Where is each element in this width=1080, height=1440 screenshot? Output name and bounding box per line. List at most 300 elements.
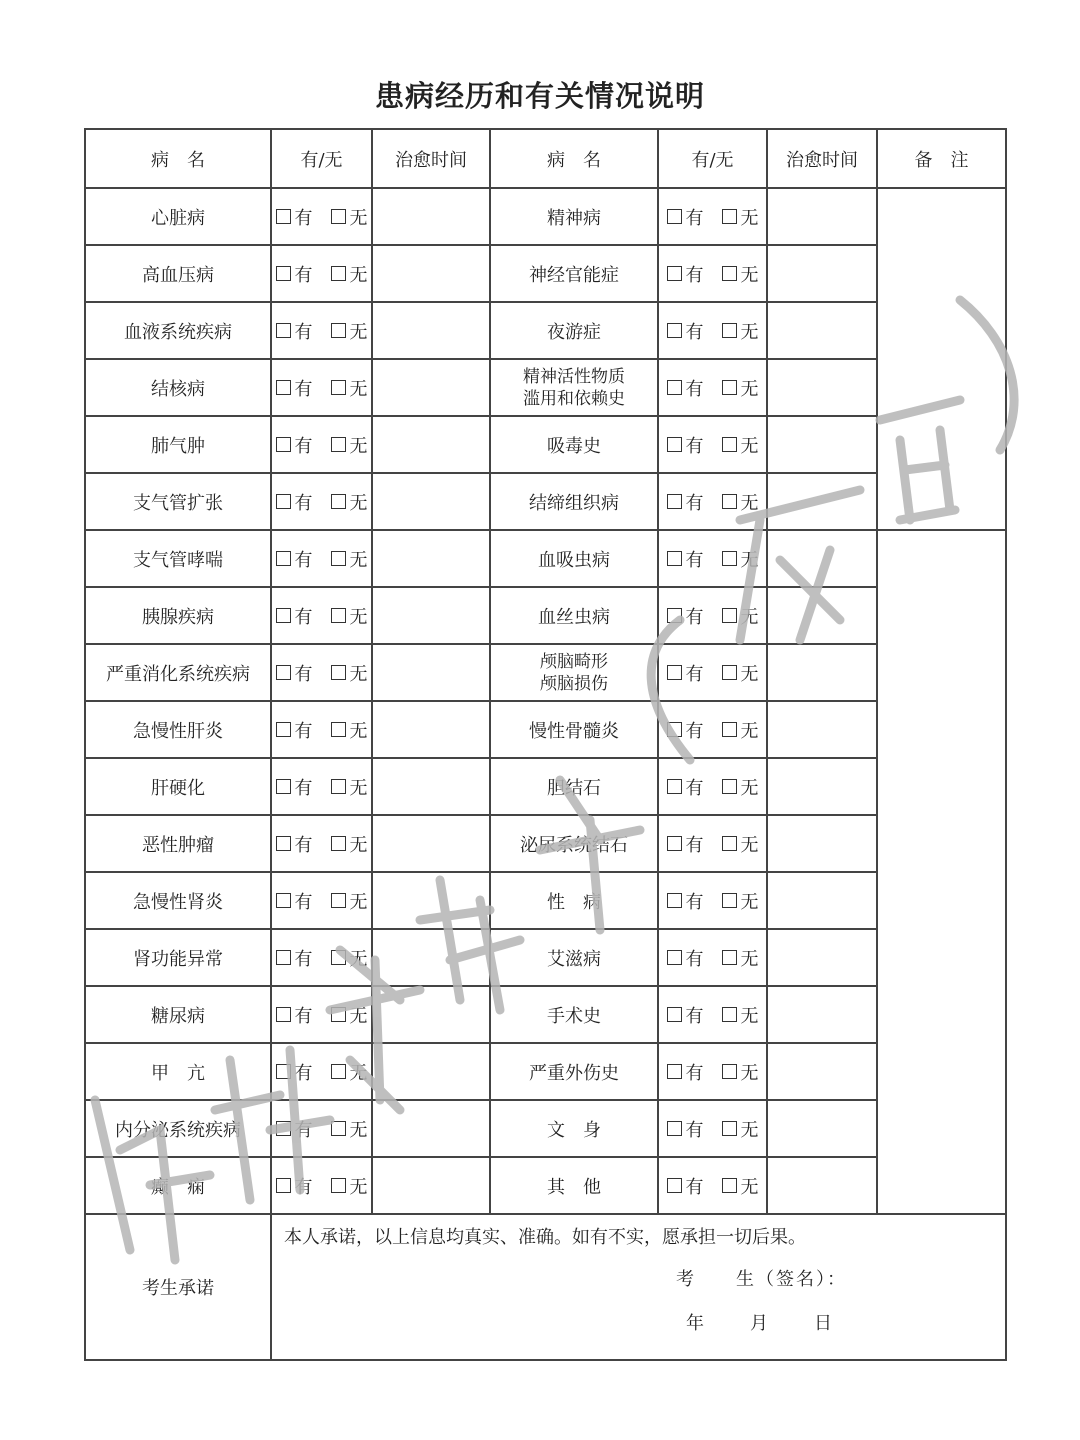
signature-field[interactable]: 考 生（签名）：: [676, 1269, 847, 1290]
no-checkbox[interactable]: [331, 665, 346, 680]
yes-label: 有: [685, 321, 704, 343]
table-header-row: [85, 129, 1006, 188]
no-label: 无: [740, 492, 759, 514]
no-checkbox[interactable]: [331, 1178, 346, 1193]
cure-time-right[interactable]: [767, 530, 877, 587]
disease-name-right: 血吸虫病: [490, 530, 658, 587]
yes-no-group: [667, 717, 759, 743]
yes-checkbox[interactable]: [667, 494, 682, 509]
cure-time-left[interactable]: [372, 245, 490, 302]
yes-no-options-right: [658, 644, 767, 701]
yes-label: 有: [294, 948, 313, 970]
yes-label: 有: [294, 1062, 313, 1084]
no-label: 无: [740, 321, 759, 343]
table-row: [85, 1043, 1006, 1100]
yes-checkbox[interactable]: [667, 1007, 682, 1022]
cure-time-right[interactable]: [767, 1043, 877, 1100]
cure-time-left[interactable]: [372, 473, 490, 530]
no-checkbox[interactable]: [331, 1121, 346, 1136]
remarks-cell-lower[interactable]: [877, 530, 1006, 1214]
yes-checkbox[interactable]: [667, 266, 682, 281]
no-label: 无: [740, 549, 759, 571]
cure-time-left[interactable]: [372, 1043, 490, 1100]
yes-no-group: [667, 546, 759, 572]
yes-no-options-left: [271, 188, 372, 245]
cure-time-right[interactable]: [767, 815, 877, 872]
yes-label: 有: [685, 1005, 704, 1027]
pledge-label: 考生承诺: [85, 1214, 271, 1360]
no-checkbox[interactable]: [722, 1178, 737, 1193]
disease-name-left: 内分泌系统疾病: [85, 1100, 271, 1157]
cure-time-left[interactable]: [372, 1100, 490, 1157]
disease-name-left: 支气管哮喘: [85, 530, 271, 587]
table-row: [85, 815, 1006, 872]
no-checkbox[interactable]: [331, 722, 346, 737]
no-label: 无: [740, 663, 759, 685]
table-row: [85, 758, 1006, 815]
disease-name-right: [490, 644, 658, 701]
yes-no-options-right: [658, 473, 767, 530]
table-row: [85, 473, 1006, 530]
table-row: [85, 701, 1006, 758]
no-checkbox[interactable]: [722, 950, 737, 965]
no-label: 无: [349, 378, 368, 400]
table-row: [85, 245, 1006, 302]
yes-checkbox[interactable]: [276, 1121, 291, 1136]
cure-time-right[interactable]: [767, 1157, 877, 1214]
yes-checkbox[interactable]: [667, 551, 682, 566]
yes-no-group: [276, 774, 368, 800]
yes-checkbox[interactable]: [667, 893, 682, 908]
yes-label: 有: [685, 891, 704, 913]
no-checkbox[interactable]: [331, 266, 346, 281]
yes-checkbox[interactable]: [276, 836, 291, 851]
month-label: 月: [750, 1313, 768, 1334]
no-checkbox[interactable]: [722, 1121, 737, 1136]
no-checkbox[interactable]: [722, 779, 737, 794]
yes-label: 有: [294, 378, 313, 400]
no-checkbox[interactable]: [331, 893, 346, 908]
no-checkbox[interactable]: [331, 209, 346, 224]
yes-no-options-right: [658, 1100, 767, 1157]
yes-no-options-left: [271, 644, 372, 701]
cure-time-left[interactable]: [372, 302, 490, 359]
cure-time-left[interactable]: [372, 587, 490, 644]
yes-label: 有: [685, 549, 704, 571]
cure-time-left[interactable]: [372, 359, 490, 416]
yes-label: 有: [685, 435, 704, 457]
table-row: [85, 872, 1006, 929]
yes-no-group: [276, 831, 368, 857]
cure-time-right[interactable]: [767, 473, 877, 530]
yes-no-group: [276, 546, 368, 572]
header-cure-time-2: 治愈时间: [767, 129, 877, 188]
yes-no-group: [667, 831, 759, 857]
disease-name-right: 艾滋病: [490, 929, 658, 986]
yes-no-options-left: [271, 815, 372, 872]
header-yes-no-2: 有/无: [658, 129, 767, 188]
yes-no-options-left: [271, 872, 372, 929]
yes-label: 有: [294, 549, 313, 571]
no-label: 无: [740, 948, 759, 970]
disease-name-left: 肺气肿: [85, 416, 271, 473]
no-label: 无: [349, 264, 368, 286]
no-checkbox[interactable]: [331, 494, 346, 509]
yes-checkbox[interactable]: [667, 209, 682, 224]
no-checkbox[interactable]: [331, 323, 346, 338]
no-label: 无: [349, 948, 368, 970]
yes-no-options-left: [271, 1157, 372, 1214]
yes-no-group: [667, 375, 759, 401]
pledge-content: [271, 1214, 1006, 1360]
disease-name-right: 血丝虫病: [490, 587, 658, 644]
yes-no-options-left: [271, 587, 372, 644]
yes-no-group: [276, 888, 368, 914]
yes-label: 有: [294, 264, 313, 286]
yes-checkbox[interactable]: [276, 1178, 291, 1193]
disease-name-left: 肝硬化: [85, 758, 271, 815]
yes-checkbox[interactable]: [276, 494, 291, 509]
no-checkbox[interactable]: [331, 1007, 346, 1022]
yes-label: 有: [294, 834, 313, 856]
cure-time-right[interactable]: [767, 872, 877, 929]
cure-time-right[interactable]: [767, 929, 877, 986]
table-row: [85, 1100, 1006, 1157]
cure-time-right[interactable]: [767, 644, 877, 701]
no-checkbox[interactable]: [331, 950, 346, 965]
yes-checkbox[interactable]: [667, 722, 682, 737]
yes-checkbox[interactable]: [667, 665, 682, 680]
yes-label: 有: [685, 1119, 704, 1141]
yes-no-group: [667, 1116, 759, 1142]
yes-no-options-right: [658, 302, 767, 359]
disease-name-right-line2: 颅脑损伤: [540, 673, 608, 694]
yes-checkbox[interactable]: [667, 1121, 682, 1136]
header-yes-no: 有/无: [271, 129, 372, 188]
medical-history-table: [84, 128, 1007, 1361]
no-checkbox[interactable]: [331, 779, 346, 794]
yes-label: 有: [685, 207, 704, 229]
no-label: 无: [740, 207, 759, 229]
yes-no-group: [667, 774, 759, 800]
no-checkbox[interactable]: [722, 437, 737, 452]
yes-checkbox[interactable]: [276, 551, 291, 566]
cure-time-right[interactable]: [767, 758, 877, 815]
yes-no-options-right: [658, 872, 767, 929]
yes-label: 有: [685, 663, 704, 685]
yes-no-options-right: [658, 359, 767, 416]
cure-time-left[interactable]: [372, 758, 490, 815]
yes-no-group: [667, 888, 759, 914]
yes-no-group: [667, 261, 759, 287]
cure-time-left[interactable]: [372, 644, 490, 701]
header-cure-time: 治愈时间: [372, 129, 490, 188]
yes-checkbox[interactable]: [276, 323, 291, 338]
cure-time-left[interactable]: [372, 929, 490, 986]
disease-name-left: 胰腺疾病: [85, 587, 271, 644]
no-label: 无: [349, 1119, 368, 1141]
yes-no-options-right: [658, 1043, 767, 1100]
disease-name-left: 急慢性肝炎: [85, 701, 271, 758]
table-row: [85, 416, 1006, 473]
no-checkbox[interactable]: [331, 380, 346, 395]
cure-time-right[interactable]: [767, 302, 877, 359]
table-row: [85, 530, 1006, 587]
yes-checkbox[interactable]: [667, 380, 682, 395]
date-field[interactable]: [686, 1309, 878, 1335]
cure-time-left[interactable]: [372, 815, 490, 872]
yes-no-group: [276, 660, 368, 686]
yes-label: 有: [685, 492, 704, 514]
yes-label: 有: [294, 606, 313, 628]
yes-no-group: [276, 489, 368, 515]
disease-name-left: 心脏病: [85, 188, 271, 245]
no-label: 无: [740, 1176, 759, 1198]
cure-time-left[interactable]: [372, 1157, 490, 1214]
yes-checkbox[interactable]: [276, 380, 291, 395]
yes-no-options-left: [271, 473, 372, 530]
table-row: [85, 587, 1006, 644]
no-checkbox[interactable]: [722, 608, 737, 623]
no-checkbox[interactable]: [722, 323, 737, 338]
no-label: 无: [740, 606, 759, 628]
cure-time-right[interactable]: [767, 701, 877, 758]
yes-no-options-right: [658, 986, 767, 1043]
yes-checkbox[interactable]: [667, 1178, 682, 1193]
yes-label: 有: [685, 948, 704, 970]
table-row: [85, 188, 1006, 245]
table-row: [85, 302, 1006, 359]
yes-checkbox[interactable]: [276, 266, 291, 281]
yes-no-options-left: [271, 302, 372, 359]
disease-name-left: 急慢性肾炎: [85, 872, 271, 929]
yes-label: 有: [294, 321, 313, 343]
pledge-box: [272, 1215, 1005, 1359]
cure-time-right[interactable]: [767, 587, 877, 644]
yes-no-options-right: [658, 530, 767, 587]
header-disease-name-2: 病 名: [490, 129, 658, 188]
cure-time-left[interactable]: [372, 986, 490, 1043]
cure-time-left[interactable]: [372, 872, 490, 929]
no-label: 无: [349, 777, 368, 799]
no-label: 无: [349, 1005, 368, 1027]
no-checkbox[interactable]: [331, 608, 346, 623]
yes-no-group: [276, 432, 368, 458]
yes-label: 有: [294, 663, 313, 685]
yes-checkbox[interactable]: [276, 209, 291, 224]
yes-no-options-right: [658, 929, 767, 986]
no-label: 无: [740, 264, 759, 286]
yes-checkbox[interactable]: [276, 665, 291, 680]
remarks-cell[interactable]: [877, 188, 1006, 530]
yes-no-options-left: [271, 1043, 372, 1100]
cure-time-left[interactable]: [372, 530, 490, 587]
no-checkbox[interactable]: [722, 209, 737, 224]
yes-no-options-right: [658, 587, 767, 644]
no-label: 无: [349, 549, 368, 571]
yes-no-group: [667, 432, 759, 458]
disease-name-left: 恶性肿瘤: [85, 815, 271, 872]
yes-no-options-left: [271, 1100, 372, 1157]
no-label: 无: [740, 891, 759, 913]
disease-name-left: 结核病: [85, 359, 271, 416]
disease-name-right: 胆结石: [490, 758, 658, 815]
no-label: 无: [740, 435, 759, 457]
disease-name-left: 血液系统疾病: [85, 302, 271, 359]
yes-checkbox[interactable]: [667, 437, 682, 452]
yes-no-options-left: [271, 758, 372, 815]
yes-no-group: [276, 717, 368, 743]
no-checkbox[interactable]: [722, 266, 737, 281]
no-label: 无: [349, 1062, 368, 1084]
yes-no-options-right: [658, 1157, 767, 1214]
no-label: 无: [349, 492, 368, 514]
yes-no-options-right: [658, 416, 767, 473]
header-remarks: 备 注: [877, 129, 1006, 188]
yes-label: 有: [294, 777, 313, 799]
yes-checkbox[interactable]: [667, 779, 682, 794]
no-checkbox[interactable]: [722, 665, 737, 680]
disease-name-left: 甲 亢: [85, 1043, 271, 1100]
no-label: 无: [349, 891, 368, 913]
cure-time-right[interactable]: [767, 416, 877, 473]
yes-no-group: [667, 1002, 759, 1028]
no-label: 无: [349, 207, 368, 229]
no-checkbox[interactable]: [331, 836, 346, 851]
table-row: [85, 929, 1006, 986]
yes-label: 有: [685, 378, 704, 400]
no-checkbox[interactable]: [722, 551, 737, 566]
yes-no-group: [276, 375, 368, 401]
table-row: [85, 644, 1006, 701]
no-label: 无: [740, 1119, 759, 1141]
yes-checkbox[interactable]: [276, 722, 291, 737]
no-checkbox[interactable]: [722, 494, 737, 509]
yes-no-options-left: [271, 245, 372, 302]
disease-name-right: 吸毒史: [490, 416, 658, 473]
yes-label: 有: [685, 1062, 704, 1084]
disease-name-left: 肾功能异常: [85, 929, 271, 986]
yes-no-options-left: [271, 416, 372, 473]
yes-checkbox[interactable]: [276, 779, 291, 794]
cure-time-left[interactable]: [372, 701, 490, 758]
no-checkbox[interactable]: [722, 1064, 737, 1079]
disease-name-left: 糖尿病: [85, 986, 271, 1043]
yes-label: 有: [294, 720, 313, 742]
disease-name-right: 泌尿系统结石: [490, 815, 658, 872]
yes-no-group: [667, 660, 759, 686]
cure-time-right[interactable]: [767, 1100, 877, 1157]
yes-no-group: [276, 1059, 368, 1085]
disease-name-right: 性 病: [490, 872, 658, 929]
no-label: 无: [349, 1176, 368, 1198]
yes-checkbox[interactable]: [276, 437, 291, 452]
yes-no-group: [667, 945, 759, 971]
table-row: [85, 359, 1006, 416]
cure-time-right[interactable]: [767, 245, 877, 302]
disease-name-left: 高血压病: [85, 245, 271, 302]
yes-label: 有: [685, 1176, 704, 1198]
no-label: 无: [349, 435, 368, 457]
yes-checkbox[interactable]: [667, 323, 682, 338]
cure-time-right[interactable]: [767, 359, 877, 416]
no-checkbox[interactable]: [331, 1064, 346, 1079]
no-checkbox[interactable]: [722, 836, 737, 851]
yes-no-group: [276, 204, 368, 230]
disease-name-right: 慢性骨髓炎: [490, 701, 658, 758]
no-checkbox[interactable]: [331, 437, 346, 452]
pledge-text: 本人承诺，以上信息均真实、准确。如有不实，愿承担一切后果。: [284, 1227, 806, 1248]
no-label: 无: [740, 834, 759, 856]
cure-time-right[interactable]: [767, 986, 877, 1043]
no-checkbox[interactable]: [722, 380, 737, 395]
yes-checkbox[interactable]: [667, 608, 682, 623]
day-label: 日: [814, 1313, 832, 1334]
yes-checkbox[interactable]: [276, 608, 291, 623]
yes-no-options-left: [271, 986, 372, 1043]
yes-checkbox[interactable]: [276, 1007, 291, 1022]
disease-name-right: 夜游症: [490, 302, 658, 359]
no-checkbox[interactable]: [722, 1007, 737, 1022]
disease-name-right: 文 身: [490, 1100, 658, 1157]
yes-no-options-left: [271, 701, 372, 758]
no-label: 无: [349, 321, 368, 343]
yes-no-options-right: [658, 188, 767, 245]
no-checkbox[interactable]: [722, 893, 737, 908]
no-label: 无: [349, 663, 368, 685]
yes-no-group: [667, 204, 759, 230]
disease-name-right: 手术史: [490, 986, 658, 1043]
no-checkbox[interactable]: [331, 551, 346, 566]
cure-time-left[interactable]: [372, 188, 490, 245]
disease-name-right-line2: 滥用和依赖史: [523, 388, 625, 409]
yes-no-options-right: [658, 758, 767, 815]
yes-no-group: [276, 1116, 368, 1142]
no-label: 无: [740, 777, 759, 799]
header-disease-name: 病 名: [85, 129, 271, 188]
yes-checkbox[interactable]: [276, 893, 291, 908]
cure-time-right[interactable]: [767, 188, 877, 245]
yes-no-options-left: [271, 929, 372, 986]
no-label: 无: [740, 1062, 759, 1084]
no-label: 无: [740, 720, 759, 742]
yes-no-group: [667, 318, 759, 344]
yes-label: 有: [294, 492, 313, 514]
page-title: 患病经历和有关情况说明: [374, 79, 705, 113]
yes-no-options-right: [658, 245, 767, 302]
yes-checkbox[interactable]: [667, 950, 682, 965]
yes-label: 有: [294, 435, 313, 457]
yes-label: 有: [294, 1005, 313, 1027]
yes-checkbox[interactable]: [276, 950, 291, 965]
disease-name-right: 其 他: [490, 1157, 658, 1214]
no-label: 无: [740, 378, 759, 400]
yes-no-options-left: [271, 359, 372, 416]
disease-name-left: 严重消化系统疾病: [85, 644, 271, 701]
yes-no-group: [667, 1059, 759, 1085]
yes-no-group: [276, 603, 368, 629]
cure-time-left[interactable]: [372, 416, 490, 473]
no-checkbox[interactable]: [722, 722, 737, 737]
yes-checkbox[interactable]: [667, 1064, 682, 1079]
year-label: 年: [686, 1313, 704, 1334]
yes-no-options-right: [658, 701, 767, 758]
disease-name-left: 癫 痫: [85, 1157, 271, 1214]
yes-checkbox[interactable]: [276, 1064, 291, 1079]
yes-no-group: [276, 1002, 368, 1028]
no-label: 无: [349, 834, 368, 856]
yes-checkbox[interactable]: [667, 836, 682, 851]
